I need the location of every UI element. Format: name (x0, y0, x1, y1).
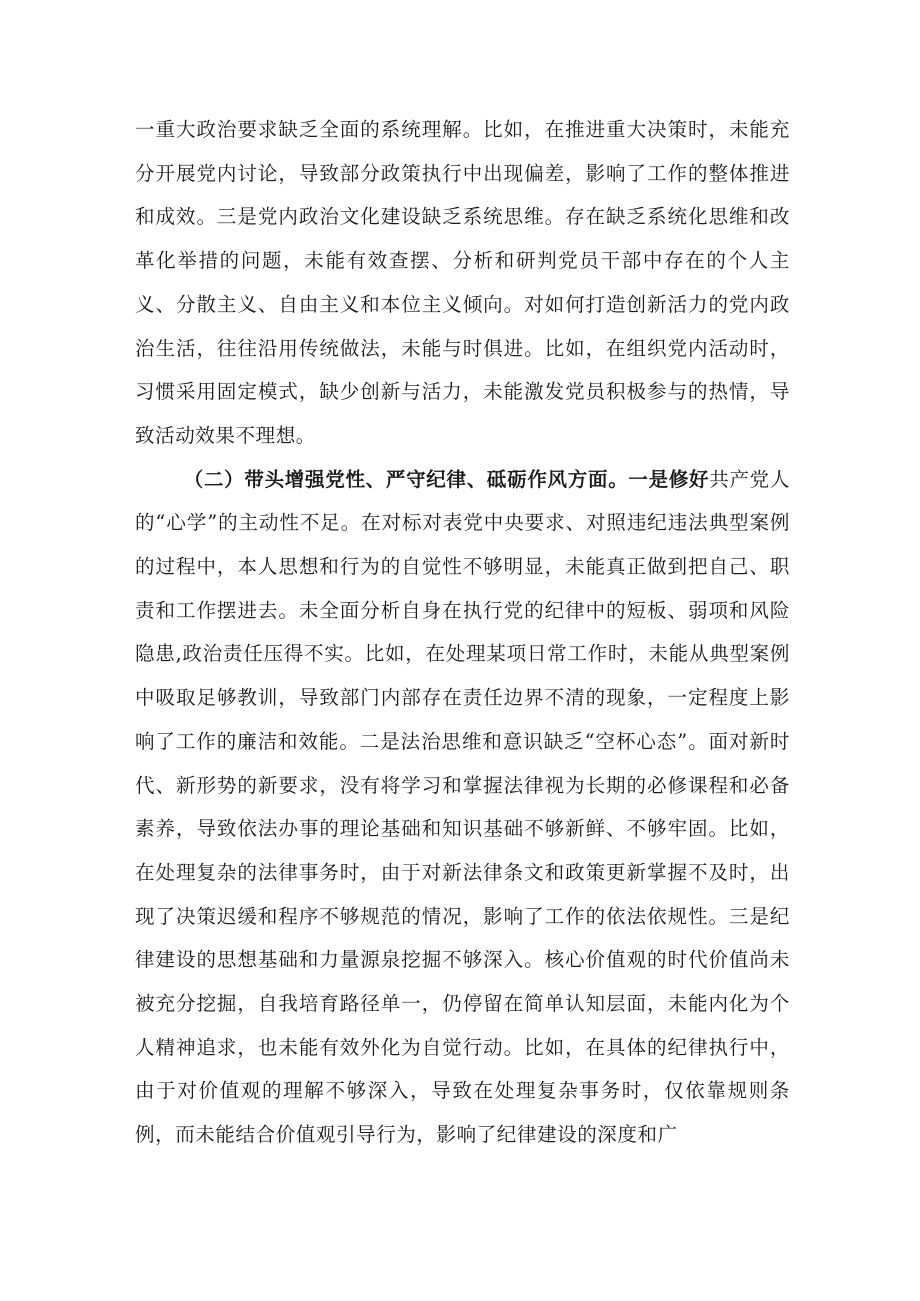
section-heading: （二）带头增强党性、严守纪律、砥砺作风方面。一是修好 (183, 467, 710, 491)
paragraph-continued: 一重大政治要求缺乏全面的系统理解。比如，在推进重大决策时，未能充分开展党内讨论，导致部分政策执行中出现偏差，影响了工作的整体推进和成效。三是党内政治文化建设缺乏系统思维。存在缺乏系统化思维和改革化举措的问题，未能有效查摆、分析和研判党员干部中存在的个人主义、分散主义、自由主义和本位主义倾向。对如何打造创新活力的党内政治生活，往往沿用传统做法，未能与时俱进。比如，在组织党内活动时，习惯采用固定模式，缺少创新与活力，未能激发党员积极参与的热情，导致活动效果不理想。 (135, 118, 790, 447)
paragraph-section-two (135, 458, 790, 1157)
section-body: 共产党人的“心学”的主动性不足。在对标对表党中央要求、对照违纪违法典型案例的过程中，本人思想和行为的自觉性不够明显，未能真正做到把自己、职责和工作摆进去。未全面分析自身在执行党的纪律中的短板、弱项和风险隐患,政治责任压得不实。比如，在处理某项日常工作时，未能从典型案例中吸取足够教训，导致部门内部存在责任边界不清的现象，一定程度上影响了工作的廉洁和效能。二是法治思维和意识缺乏“空杯心态”。面对新时代、新形势的新要求，没有将学习和掌握法律视为长期的必修课程和必备素养，导致依法办事的理论基础和知识基础不够新鲜、不够牢固。比如，在处理复杂的法律事务时，由于对新法律条文和政策更新掌握不及时，出现了决策迟缓和程序不够规范的情况，影响了工作的依法依规性。三是纪律建设的思想基础和力量源泉挖掘不够深入。核心价值观的时代价值尚未被充分挖掘，自我培育路径单一，仍停留在简单认知层面，未能内化为个人精神追求，也未能有效外化为自觉行动。比如，在具体的纪律执行中，由于对价值观的理解不够深入，导致在处理复杂事务时，仅依靠规则条例，而未能结合价值观引导行为，影响了纪律建设的深度和广 (135, 467, 790, 1147)
document-body (135, 108, 790, 1157)
